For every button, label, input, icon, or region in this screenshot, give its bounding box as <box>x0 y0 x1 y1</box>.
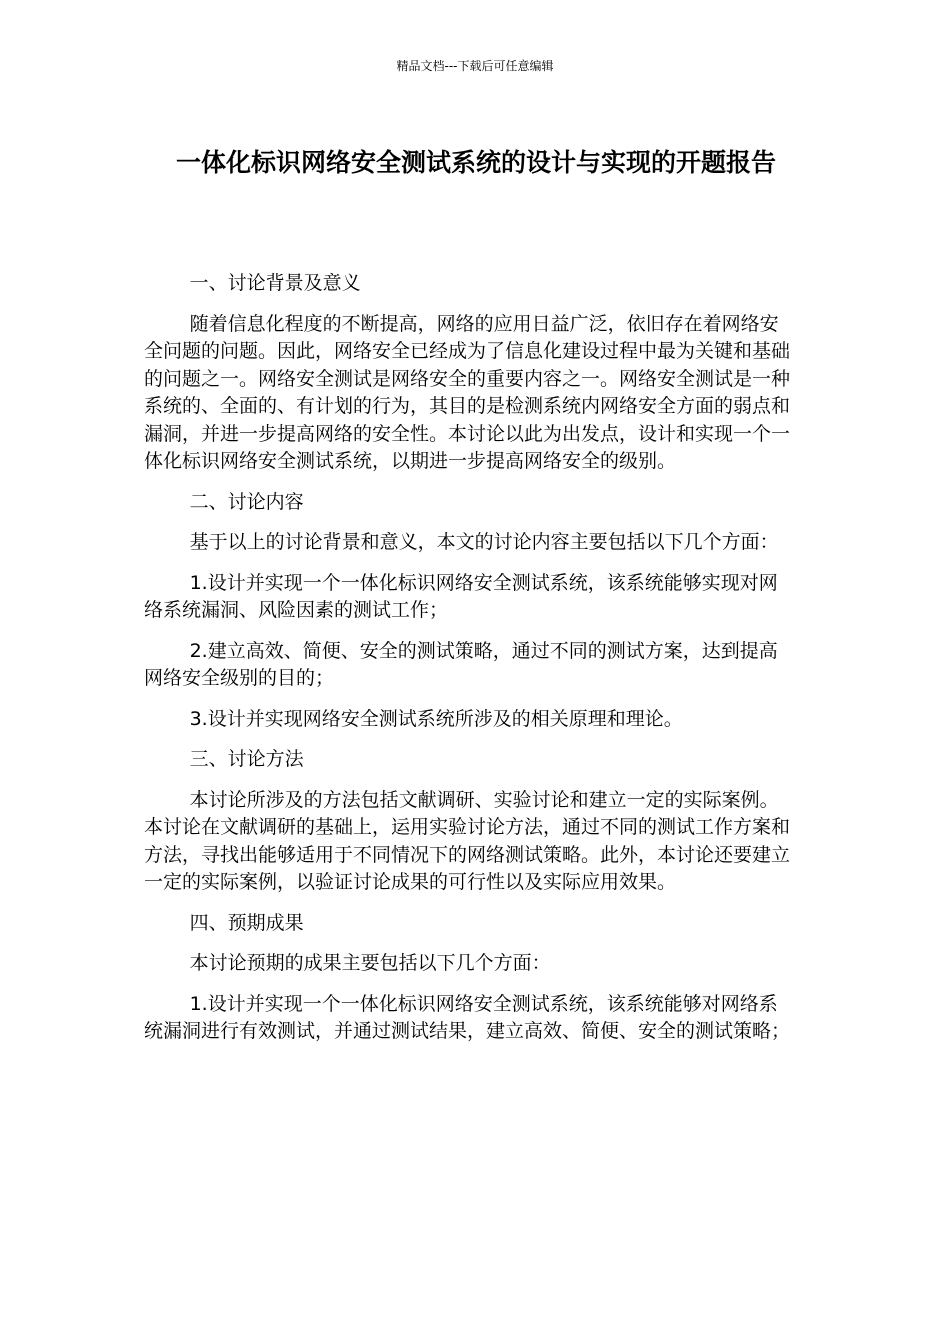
section-heading-content: 二、讨论内容 <box>189 490 304 513</box>
content-item-2: 2.建立高效、简便、安全的测试策略，通过不同的测试方案，达到提高网络安全级别的目的； <box>144 639 778 689</box>
paragraph-method: 本讨论所涉及的方法包括文献调研、实验讨论和建立一定的实际案例。本讨论在文献调研的基础上，运用实验讨论方法，通过不同的测试工作方案和方法，寻找出能够适用于不同情况下的网络测试策略。此外，本讨论还要建立一定的实际案例，以验证讨论成果的可行性以及实际应用效果。 <box>144 788 791 893</box>
section-heading-background: 一、讨论背景及意义 <box>189 272 361 294</box>
section-heading-results: 四、预期成果 <box>189 911 304 934</box>
content-item-1: 1.设计并实现一个一体化标识网络安全测试系统，该系统能够实现对网络系统漏洞、风险因素的测试工作； <box>144 571 778 621</box>
paragraph-content-intro: 基于以上的讨论背景和意义，本文的讨论内容主要包括以下几个方面： <box>189 531 779 553</box>
section-heading-method: 三、讨论方法 <box>189 748 304 770</box>
header-note: 精品文档---下载后可任意编辑 <box>396 59 554 73</box>
document-title: 一体化标识网络安全测试系统的设计与实现的开题报告 <box>175 148 776 177</box>
paragraph-results-intro: 本讨论预期的成果主要包括以下几个方面： <box>189 952 551 974</box>
content-item-3: 3.设计并实现网络安全测试系统所涉及的相关原理和理论。 <box>189 707 683 730</box>
results-item-1: 1.设计并实现一个一体化标识网络安全测试系统，该系统能够对网络系统漏洞进行有效测试，并通过测试结果，建立高效、简便、安全的测试策略； <box>144 992 791 1042</box>
document-body <box>144 270 796 1059</box>
paragraph-background: 随着信息化程度的不断提高，网络的应用日益广泛，依旧存在着网络安全问题的问题。因此，网络安全已经成为了信息化建设过程中最为关键和基础的问题之一。网络安全测试是网络安全的重要内容之一。网络安全测试是一种系统的、全面的、有计划的行为，其目的是检测系统内网络安全方面的弱点和漏洞，并进一步提高网络的安全性。本讨论以此为出发点，设计和实现一个一体化标识网络安全测试系统，以期进一步提高网络安全的级别。 <box>144 312 791 472</box>
